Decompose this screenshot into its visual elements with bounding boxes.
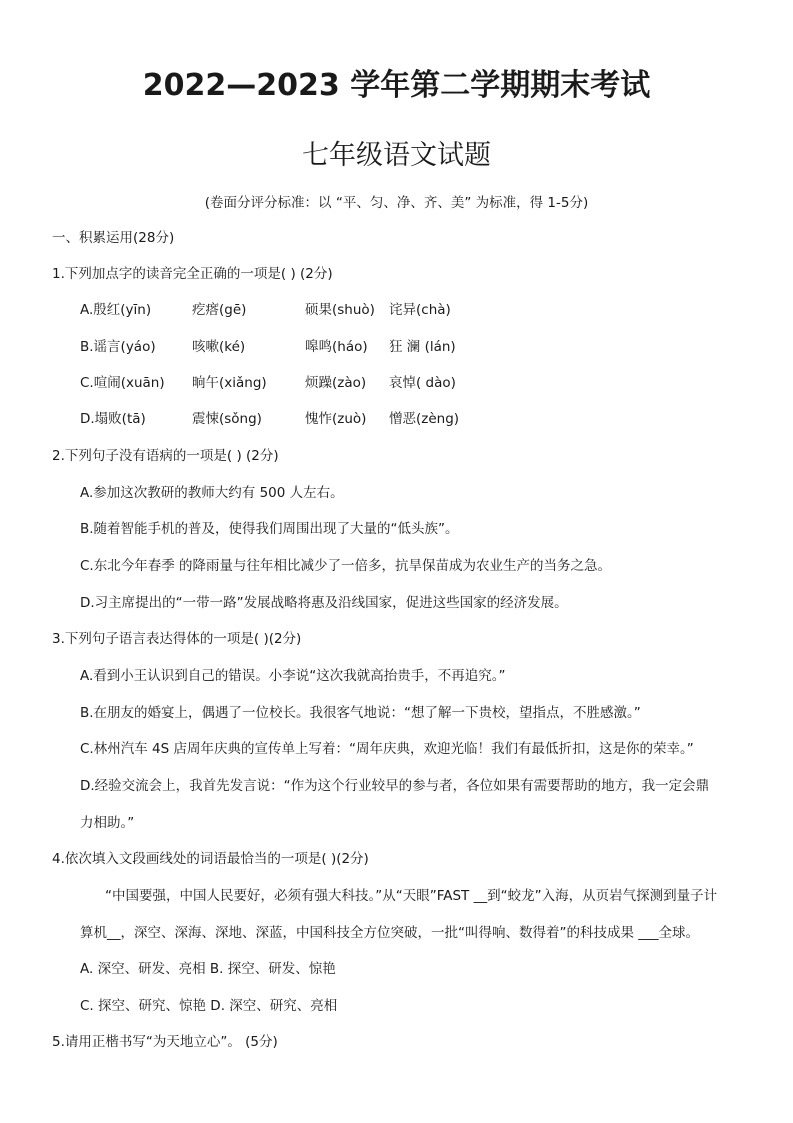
q2-option-c: C.东北今年春季 的降雨量与往年相比减少了一倍多，抗旱保苗成为农业生产的当务之急。	[80, 558, 612, 574]
exam-subtitle: 七年级语文试题	[302, 140, 491, 171]
q3-option-d-cont: 力相助。”	[80, 815, 135, 831]
q1-b-2: 咳嗽(ké)	[192, 339, 246, 355]
q4-passage-line-2: 算机__，深空、深海、深地、深蓝，中国科技全方位突破，一批“叫得响、数得着”的科技成果 ___全球。	[80, 925, 700, 941]
q1-d-1: D.塌败(tā)	[80, 411, 146, 427]
q2-option-a: A.参加这次教研的教师大约有 500 人左右。	[80, 485, 344, 501]
q1-c-3: 烦躁(zào)	[305, 375, 367, 391]
q3-option-c: C.林州汽车 4S 店周年庆典的宣传单上写着：“周年庆典，欢迎光临！我们有最低折扣，这是你的荣幸。”	[80, 741, 694, 757]
q1-d-3: 愧怍(zuò)	[305, 411, 367, 427]
q2-option-b: B.随着智能手机的普及，使得我们周围出现了大量的“低头族”。	[80, 521, 459, 537]
q3-stem: 3.下列句子语言表达得体的一项是( )(2分)	[52, 631, 302, 647]
q4-passage-line-1: “中国要强，中国人民要好，必须有强大科技。”从“天眼”FAST __到“蛟龙”入海，从页岩气探测到量子计	[105, 888, 718, 904]
q2-option-d: D.习主席提出的“一带一路”发展战略将惠及沿线国家，促进这些国家的经济发展。	[80, 595, 568, 611]
q2-stem: 2.下列句子没有语病的一项是( ) (2分)	[52, 448, 279, 464]
q3-option-b: B.在朋友的婚宴上，偶遇了一位校长。我很客气地说：“想了解一下贵校，望指点，不胜感激。”	[80, 705, 641, 721]
q1-c-4: 哀悼( dào)	[389, 375, 456, 391]
section-heading: 一、积累运用(28分)	[52, 230, 175, 246]
q3-option-d: D.经验交流会上，我首先发言说：“作为这个行业较早的参与者，各位如果有需要帮助的地方，我一定会鼎	[80, 778, 710, 794]
q1-a-2: 疙瘩(gē)	[192, 302, 247, 318]
q1-a-3: 硕果(shuò)	[305, 302, 375, 318]
q1-a-4: 诧异(chà)	[389, 302, 451, 318]
q1-stem: 1.下列加点字的读音完全正确的一项是( ) (2分)	[52, 266, 333, 282]
exam-title: 2022—2023 学年第二学期期末考试	[142, 68, 651, 103]
q1-a-1: A.殷红(yīn)	[80, 302, 152, 318]
q4-stem: 4.依次填入文段画线处的词语最恰当的一项是( )(2分)	[52, 851, 369, 867]
q3-option-a: A.看到小王认识到自己的错误。小李说“这次我就高抬贵手，不再追究。”	[80, 668, 506, 684]
scoring-note: (卷面分评分标准：以 “平、匀、净、齐、美” 为标准，得 1-5分)	[204, 195, 589, 211]
q5-stem: 5.请用正楷书写“为天地立心”。 (5分)	[52, 1034, 278, 1050]
q1-b-3: 嗥鸣(háo)	[305, 339, 368, 355]
q1-b-4: 狂 澜 (lán)	[389, 339, 456, 355]
q1-d-4: 憎恶(zèng)	[389, 411, 460, 427]
q1-b-1: B.谣言(yáo)	[80, 339, 156, 355]
q1-c-2: 晌午(xiǎng)	[192, 375, 267, 391]
q1-c-1: C.喧闹(xuān)	[80, 375, 165, 391]
q1-d-2: 震悚(sǒng)	[192, 411, 262, 427]
q4-options-row-2: C. 探空、研究、惊艳 D. 深空、研究、亮相	[80, 998, 338, 1014]
q4-options-row-1: A. 深空、研发、亮相 B. 探空、研发、惊艳	[80, 961, 336, 977]
